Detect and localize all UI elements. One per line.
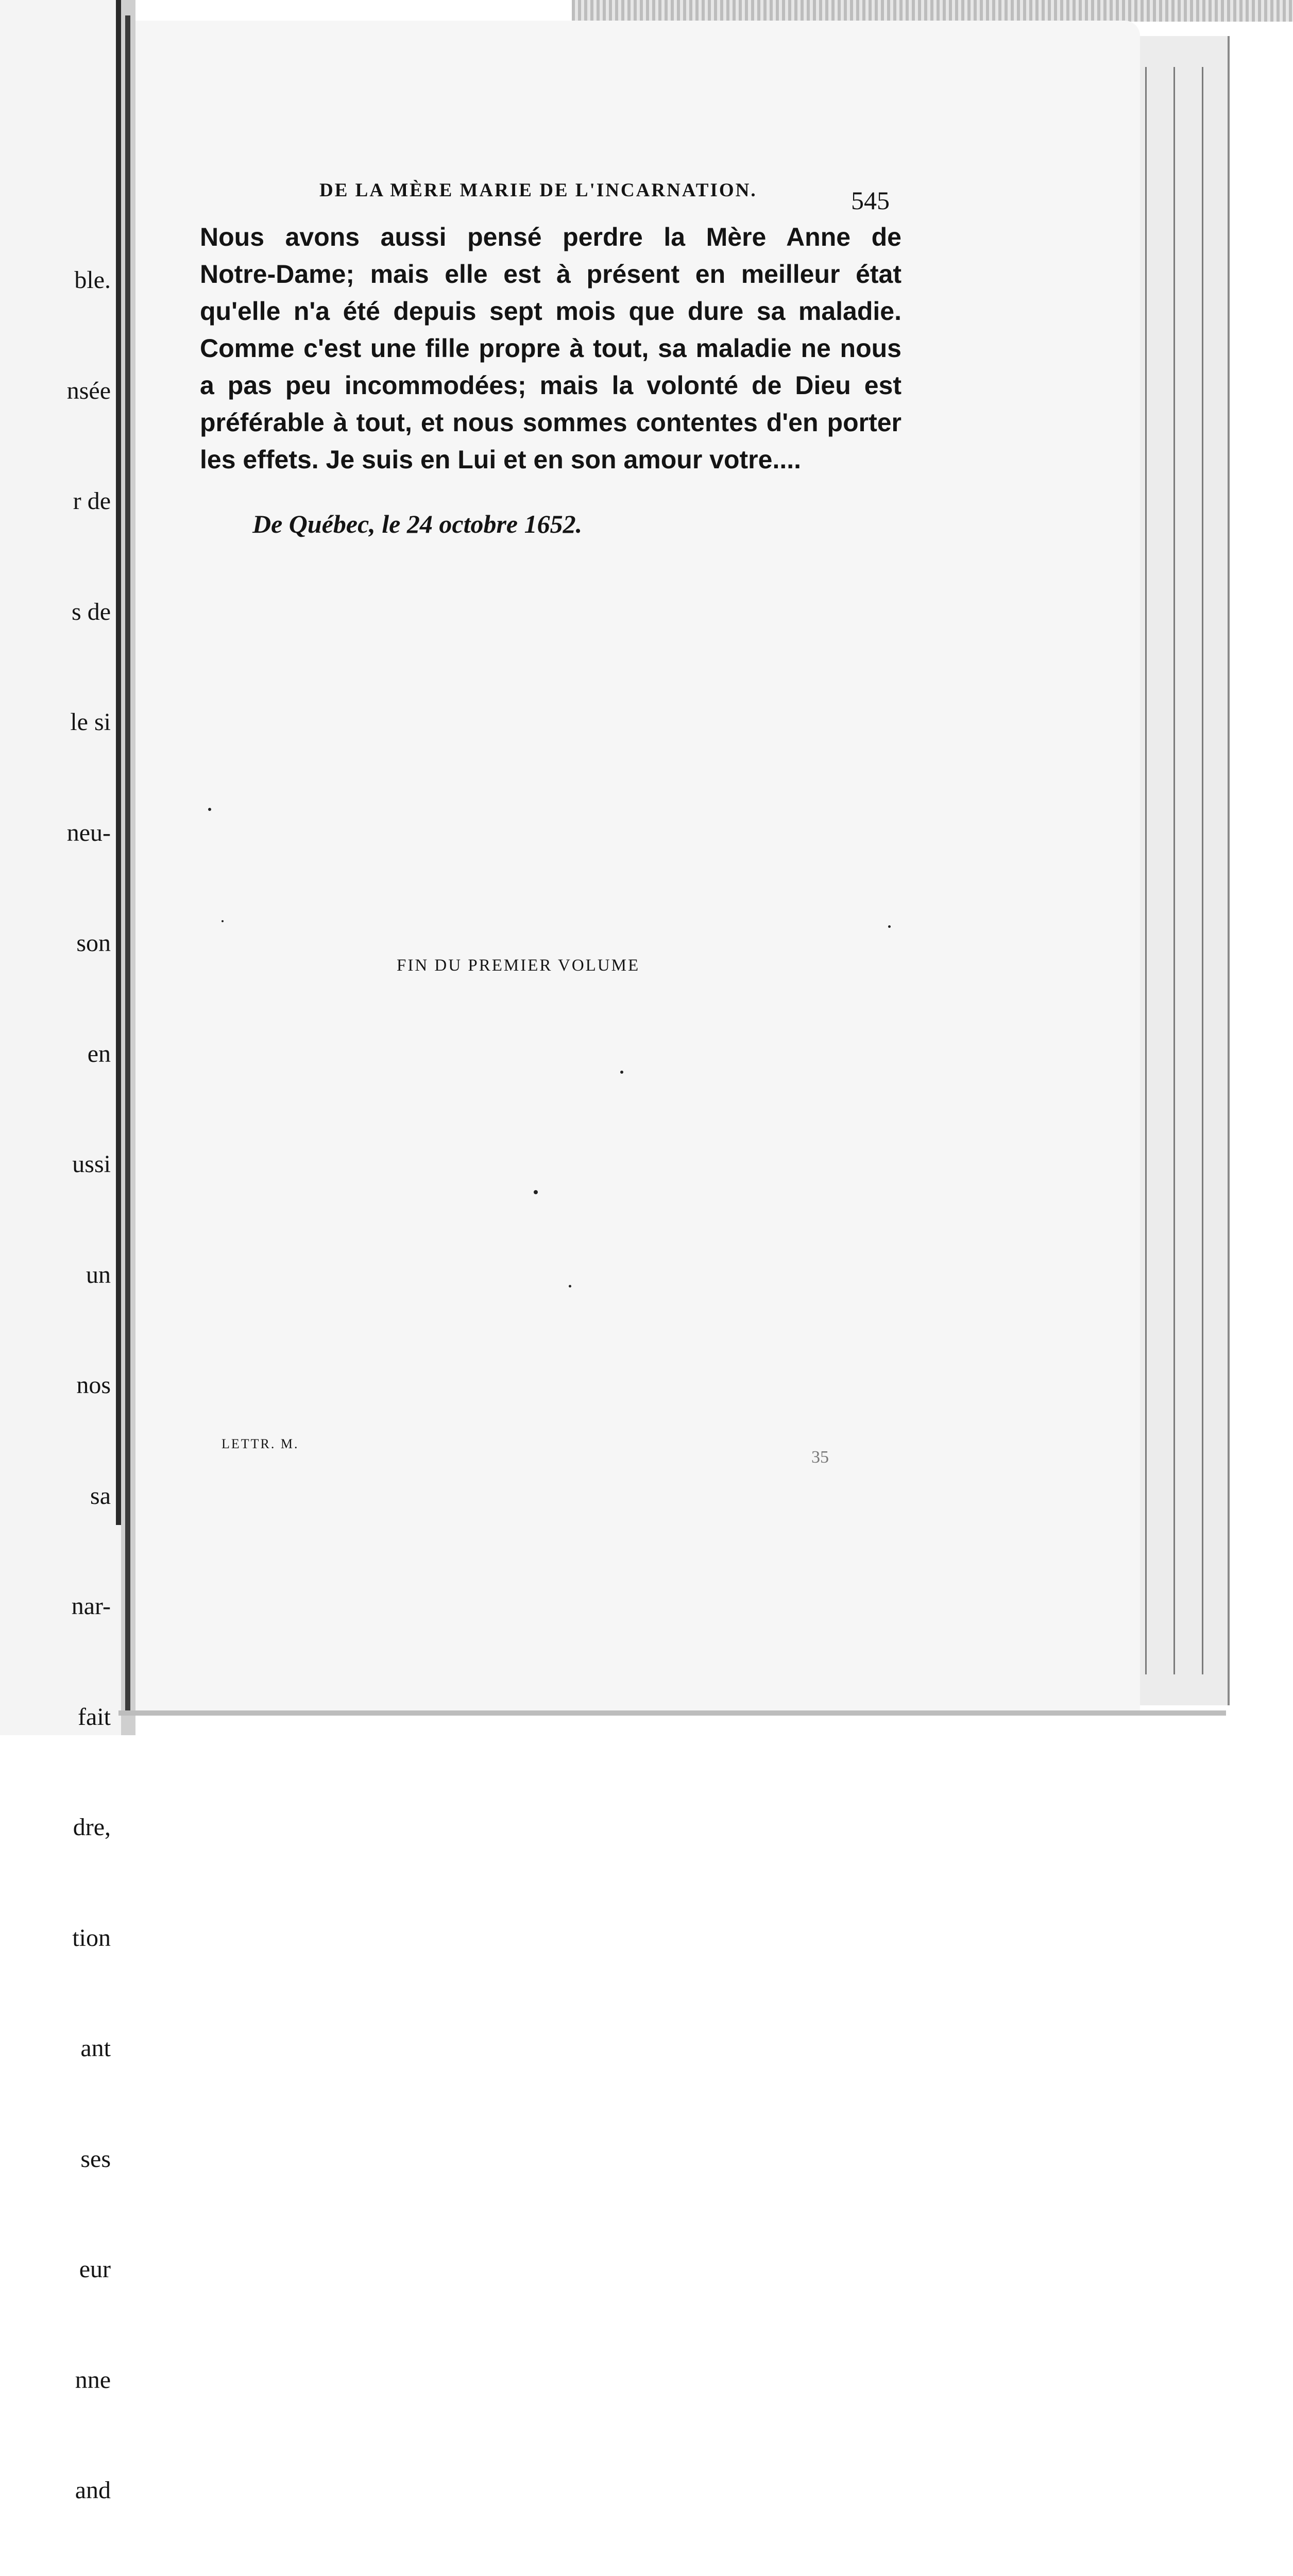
previous-page-line: ant — [80, 2035, 111, 2062]
previous-page-fragment — [0, 0, 121, 2504]
ink-speck — [620, 1071, 623, 1074]
bottom-scan-edge — [118, 1710, 1226, 1716]
previous-page-line: le si — [70, 708, 111, 736]
previous-page-line: and — [75, 2477, 111, 2504]
previous-page-line: s de — [72, 598, 111, 625]
end-of-volume-note: FIN DU PREMIER VOLUME — [397, 956, 640, 975]
page-edge-line — [1173, 67, 1175, 1674]
previous-page-line: ussi — [72, 1150, 111, 1178]
previous-page-line: nos — [76, 1371, 111, 1399]
body-line: Nous avons aussi pensé perdre la Mère Anne de — [200, 223, 901, 251]
binding-shadow — [125, 15, 130, 1716]
signature-number: 35 — [811, 1448, 829, 1467]
top-scan-edge — [572, 0, 1293, 22]
previous-page-line: nar- — [71, 1592, 111, 1620]
signature-mark: LETTR. M. — [222, 1436, 299, 1451]
ink-speck — [208, 808, 211, 811]
body-line: les effets. Je suis en Lui et en son amour votre.... — [200, 445, 802, 474]
ink-speck — [222, 920, 224, 922]
previous-page-line: ble. — [74, 266, 111, 294]
running-head-title: DE LA MÈRE MARIE DE L'INCARNATION. — [319, 180, 757, 201]
page-edge-line — [1145, 67, 1147, 1674]
ink-speck — [534, 1190, 538, 1194]
previous-page-line: r de — [73, 487, 111, 515]
dateline: De Québec, le 24 octobre 1652. — [252, 510, 583, 538]
body-line: Comme c'est une fille propre à tout, sa maladie ne nous — [200, 334, 901, 363]
page-number: 545 — [851, 186, 890, 215]
previous-page-line: nne — [75, 2366, 111, 2394]
previous-page-edge — [116, 0, 121, 1525]
body-line: qu'elle n'a été depuis sept mois que dure sa maladie. — [200, 297, 901, 326]
body-line: préférable à tout, et nous sommes contentes d'en porter — [200, 408, 901, 437]
page-edge-line — [1202, 67, 1203, 1674]
previous-page-line: un — [86, 1261, 111, 1289]
previous-page-line: neu- — [66, 819, 111, 846]
previous-page-line: nsée — [66, 377, 111, 404]
previous-page-line: tion — [72, 1924, 111, 1952]
previous-page-line: eur — [79, 2256, 111, 2283]
ink-speck — [569, 1285, 571, 1287]
previous-page-text — [0, 188, 111, 2576]
body-line: Notre-Dame; mais elle est à présent en meilleur état — [200, 260, 901, 289]
previous-page-line: ses — [80, 2145, 111, 2173]
previous-page-line: fait — [78, 1703, 111, 1731]
previous-page-line: en — [87, 1040, 111, 1067]
previous-page-line: son — [76, 929, 111, 957]
ink-speck — [888, 925, 891, 928]
previous-page-line: dre, — [73, 1814, 111, 1841]
previous-page-line: sa — [90, 1482, 111, 1510]
letter-body — [200, 218, 901, 478]
book-gutter — [121, 0, 135, 1735]
body-line: a pas peu incommodées; mais la volonté de Dieu est — [200, 371, 901, 400]
running-head — [319, 179, 912, 201]
